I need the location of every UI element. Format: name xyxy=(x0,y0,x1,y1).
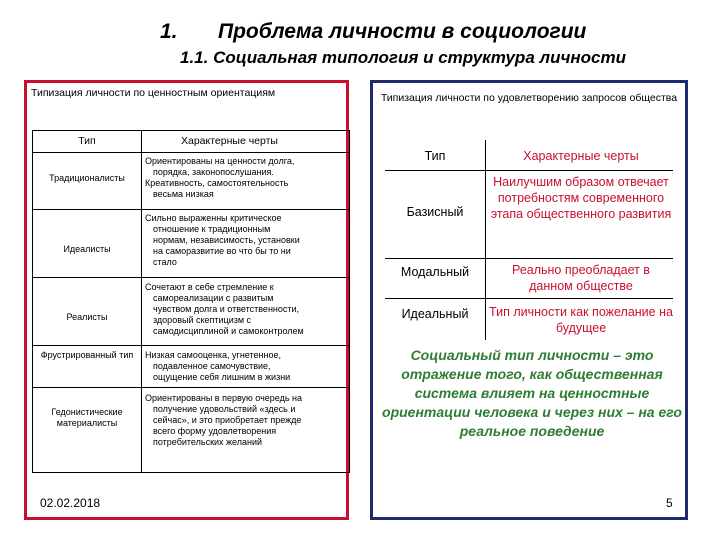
left-panel-title: Типизация личности по ценностным ориентациям xyxy=(31,87,276,99)
slide-title xyxy=(0,20,720,48)
society-features-1: Реально преобладает в данном обществе xyxy=(512,263,650,293)
society-type-1: Модальный xyxy=(400,265,470,279)
slide-subtitle: 1.1. Социальная типология и структура личности xyxy=(180,48,626,67)
values-features-0 xyxy=(145,156,345,200)
feature-line: Сочетают в себе стремление к xyxy=(145,282,274,292)
feature-line: чувством долга и ответственности, xyxy=(153,304,300,314)
feature-line: ощущение себя лишним в жизни xyxy=(153,372,291,382)
values-type-2: Реалисты xyxy=(66,312,108,322)
feature-line: Низкая самооценка, угнетенное, xyxy=(145,350,281,360)
title-text: Проблема личности в социологии xyxy=(218,20,587,43)
values-features-2 xyxy=(145,282,345,337)
society-col-type: Тип xyxy=(424,149,446,163)
feature-line: получение удовольствий «здесь и xyxy=(153,404,296,414)
society-table xyxy=(385,140,673,340)
society-features-2: Тип личности как пожелание на будущее xyxy=(489,305,673,335)
feature-line: нормам, независимость, установки xyxy=(153,235,300,245)
society-type-2: Идеальный xyxy=(401,307,469,321)
feature-line: потребительских желаний xyxy=(153,437,263,447)
values-table-divider xyxy=(141,131,142,472)
values-col-type: Тип xyxy=(78,135,96,147)
values-type-0: Традиционалисты xyxy=(49,173,125,183)
slide-date: 02.02.2018 xyxy=(40,496,101,510)
feature-line: подавленное самочувствие, xyxy=(153,361,271,371)
values-features-3 xyxy=(145,350,345,383)
feature-line: Ориентированы в первую очередь на xyxy=(145,393,303,403)
feature-line: весьма низкая xyxy=(153,189,214,199)
feature-line: Сильно выраженны критическое xyxy=(145,213,282,223)
row-line xyxy=(33,277,349,278)
row-line xyxy=(385,258,673,259)
values-type-4: Гедонистические материалисты xyxy=(51,407,123,428)
values-col-features: Характерные черты xyxy=(181,135,278,147)
feature-line: порядка, законопослушания. xyxy=(153,167,274,177)
feature-line: стало xyxy=(153,257,177,267)
society-type-0: Базисный xyxy=(406,205,464,219)
feature-line: на саморазвитие во что бы то ни xyxy=(153,246,291,256)
right-panel-title: Типизация личности по удовлетворению запросов общества xyxy=(380,92,678,104)
values-features-4 xyxy=(145,393,345,448)
values-type-1: Идеалисты xyxy=(63,244,111,254)
society-features-0: Наилучшим образом отвечает потребностям современного этапа общественного развития xyxy=(490,175,672,221)
page-number: 5 xyxy=(666,496,673,510)
definition-quote: Социальный тип личности – это отражение того, как общественная система влияет на ценностные ориентации человека и через них – на его реальное поведение xyxy=(382,347,682,439)
row-line xyxy=(33,209,349,210)
row-line xyxy=(385,298,673,299)
values-table xyxy=(32,130,350,473)
feature-line: Креативность, самостоятельность xyxy=(145,178,289,188)
row-line xyxy=(33,152,349,153)
feature-line: самодисциплиной и самоконтролем xyxy=(153,326,304,336)
feature-line: сейчас», и это приобретает прежде xyxy=(153,415,302,425)
feature-line: отношение к традиционным xyxy=(153,224,271,234)
feature-line: самореализации с развитым xyxy=(153,293,274,303)
row-line xyxy=(385,170,673,171)
row-line xyxy=(33,387,349,388)
feature-line: всего форму удовлетворения xyxy=(153,426,277,436)
title-number: 1. xyxy=(160,20,178,43)
values-type-3: Фрустрированный тип xyxy=(40,350,134,360)
feature-line: Ориентированы на ценности долга, xyxy=(145,156,295,166)
feature-line: здоровый скептицизм с xyxy=(153,315,252,325)
values-features-1 xyxy=(145,213,345,268)
society-col-features: Характерные черты xyxy=(523,149,639,163)
row-line xyxy=(33,345,349,346)
